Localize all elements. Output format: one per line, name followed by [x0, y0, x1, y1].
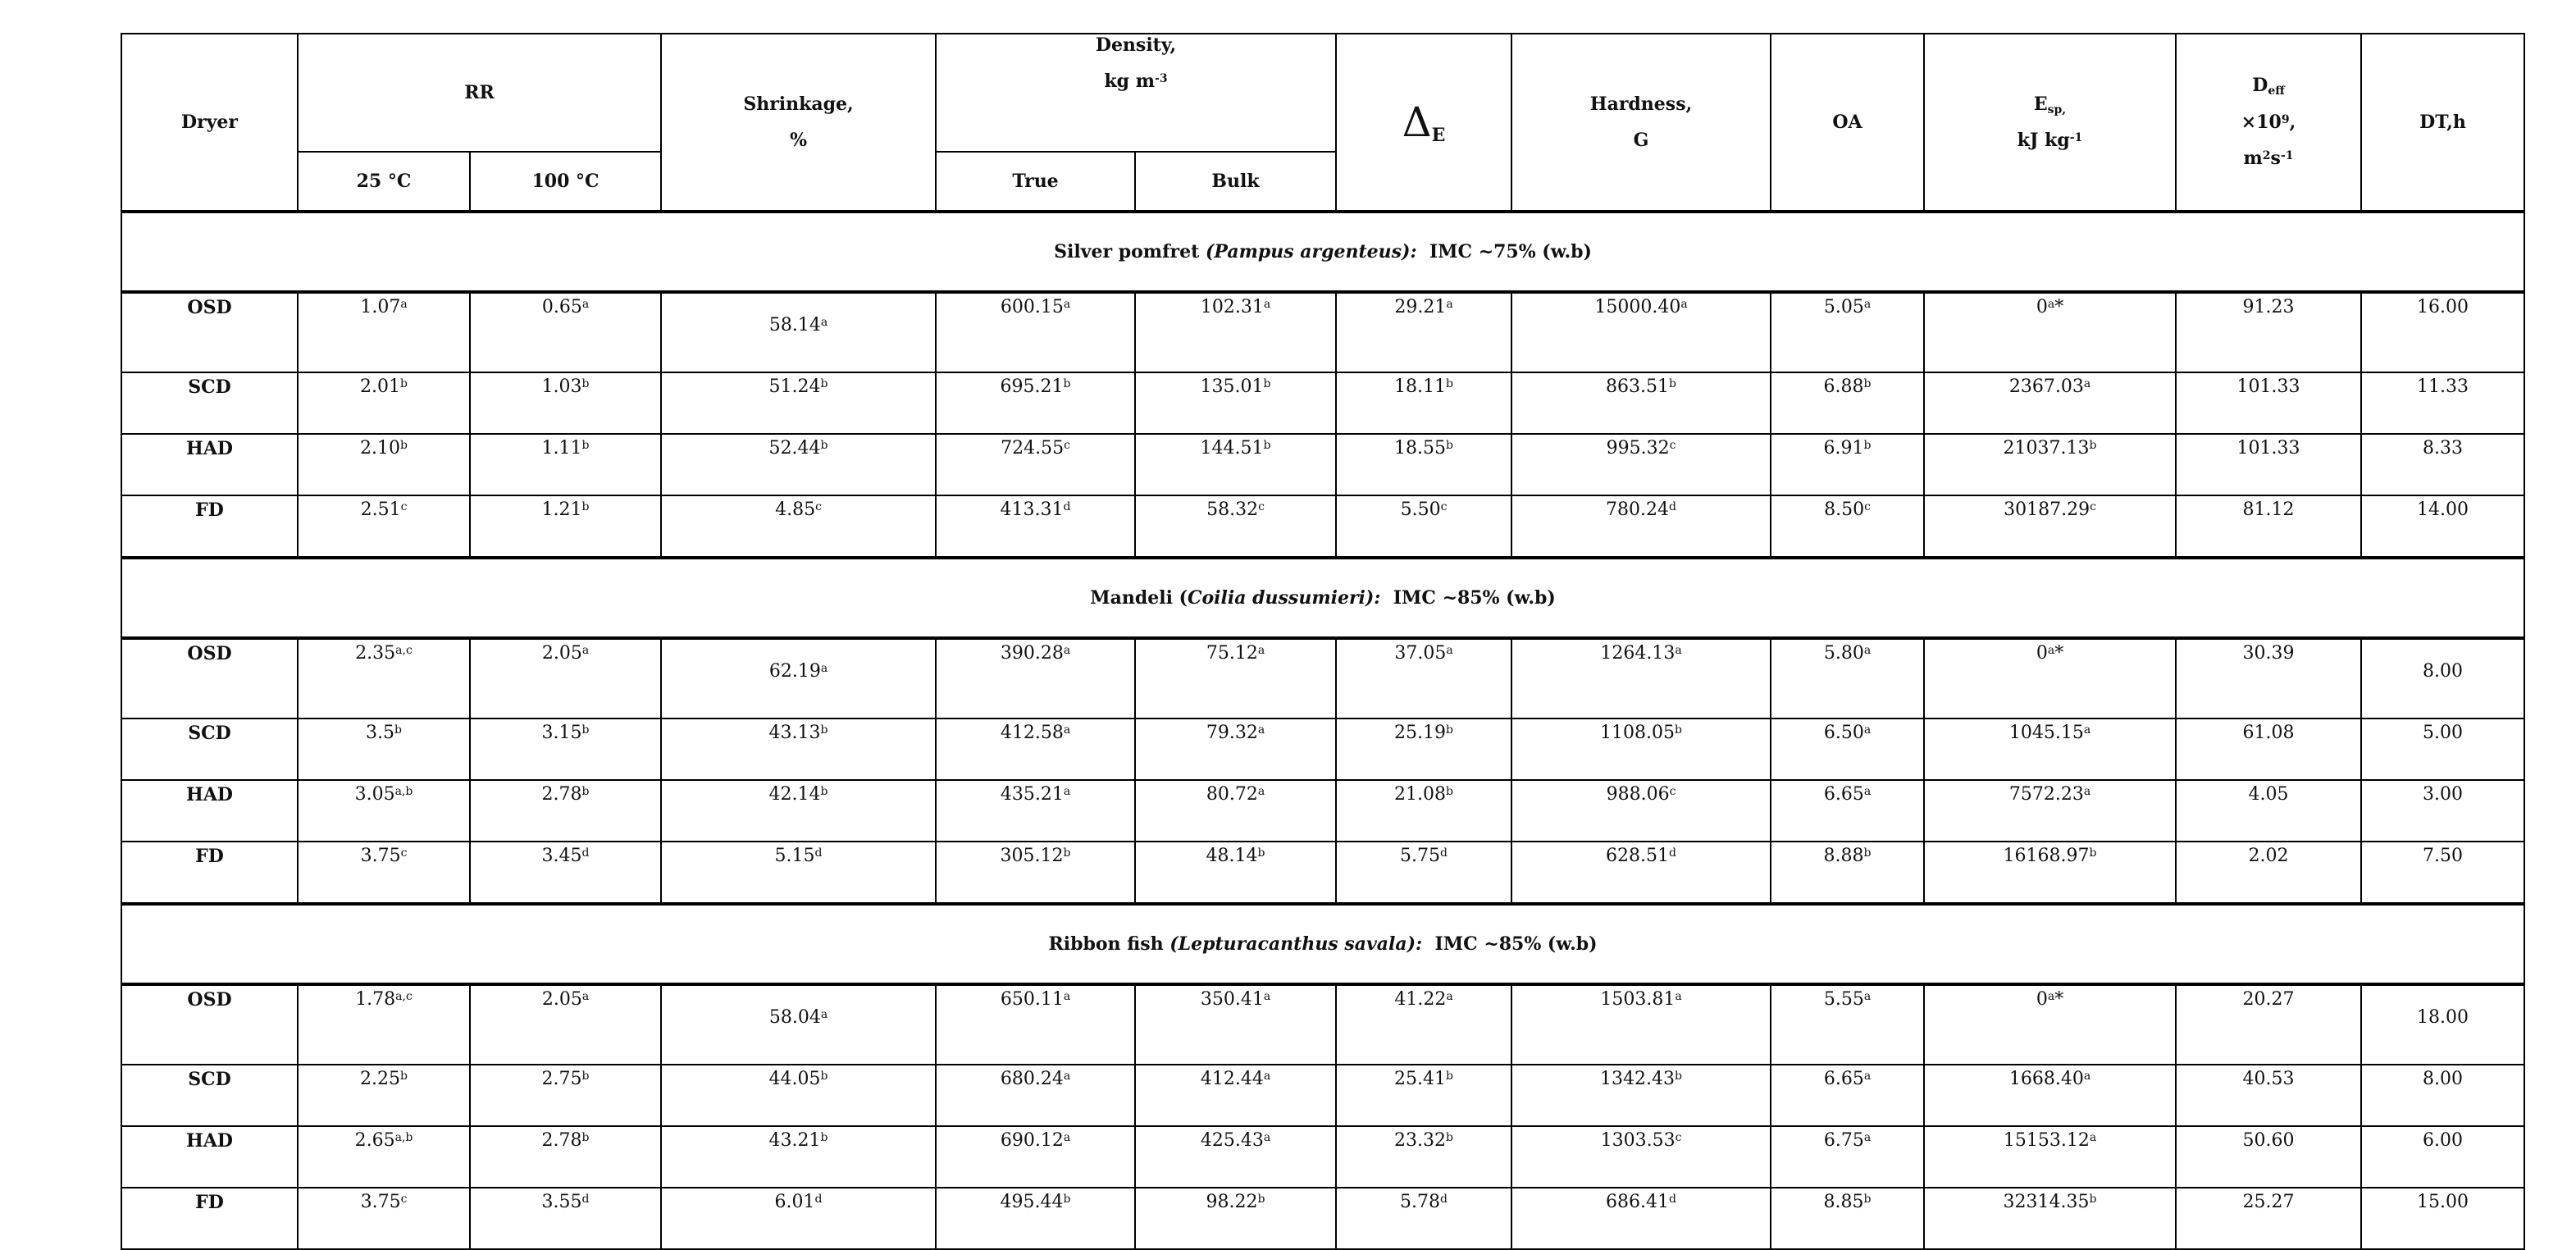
cell-rr-100: 2.75$^b$: [470, 1065, 661, 1126]
cell-deff: 50.60: [2176, 1126, 2361, 1188]
header-delta-e: ΔE: [1336, 34, 1511, 212]
cell-oa: 5.55$^a$: [1771, 984, 1924, 1065]
cell-hardness: 995.32$^c$: [1511, 434, 1771, 495]
cell-shrinkage: 5.15$^d$: [661, 842, 936, 904]
cell-rr-25: 2.35$^{a,c}$: [298, 638, 470, 719]
cell-delta-e: 5.78$^d$: [1336, 1188, 1511, 1249]
cell-rr-100: 2.78$^b$: [470, 780, 661, 842]
cell-deff: 101.33: [2176, 372, 2361, 434]
cell-density-bulk: 425.43$^a$: [1135, 1126, 1336, 1188]
cell-density-true: 695.21$^b$: [936, 372, 1135, 434]
cell-shrinkage: 62.19$^a$: [661, 638, 936, 719]
cell-dt: 14.00: [2361, 495, 2524, 558]
cell-dt: 7.50: [2361, 842, 2524, 904]
header-rr: RR: [298, 34, 661, 152]
header-oa: OA: [1771, 34, 1924, 212]
cell-oa: 5.80$^a$: [1771, 638, 1924, 719]
cell-oa: 5.05$^a$: [1771, 292, 1924, 372]
cell-esp: 2367.03$^a$: [1924, 372, 2176, 434]
cell-oa: 6.88$^b$: [1771, 372, 1924, 434]
cell-hardness: 1303.53$^c$: [1511, 1126, 1771, 1188]
cell-hardness: 15000.40$^a$: [1511, 292, 1771, 372]
cell-shrinkage: 52.44$^b$: [661, 434, 936, 495]
cell-shrinkage: 51.24$^b$: [661, 372, 936, 434]
section-title: Mandeli (Coilia dussumieri): IMC ~85% (w.b): [121, 558, 2524, 638]
cell-delta-e: 5.50$^c$: [1336, 495, 1511, 558]
cell-oa: 8.88$^b$: [1771, 842, 1924, 904]
cell-hardness: 780.24$^d$: [1511, 495, 1771, 558]
table-row: [121, 780, 2524, 842]
cell-density-bulk: 80.72$^a$: [1135, 780, 1336, 842]
cell-delta-e: 21.08$^b$: [1336, 780, 1511, 842]
cell-rr-25: 3.75$^c$: [298, 1188, 470, 1249]
cell-rr-100: 1.21$^b$: [470, 495, 661, 558]
cell-deff: 20.27: [2176, 984, 2361, 1065]
cell-rr-100: 1.11$^b$: [470, 434, 661, 495]
cell-delta-e: 37.05$^a$: [1336, 638, 1511, 719]
cell-rr-100: 2.05$^a$: [470, 638, 661, 719]
cell-density-true: 600.15$^a$: [936, 292, 1135, 372]
cell-esp: 7572.23$^a$: [1924, 780, 2176, 842]
header-density: Density, kg $m^{-3}$: [936, 34, 1336, 152]
header-hardness: Hardness, G: [1511, 34, 1771, 212]
cell-rr-100: 3.55$^d$: [470, 1188, 661, 1249]
header-shrinkage: Shrinkage, %: [661, 34, 936, 212]
cell-density-bulk: 58.32$^c$: [1135, 495, 1336, 558]
cell-dt: 5.00: [2361, 719, 2524, 780]
cell-rr-25: 2.10$^b$: [298, 434, 470, 495]
cell-delta-e: 25.19$^b$: [1336, 719, 1511, 780]
cell-density-true: 412.58$^a$: [936, 719, 1135, 780]
cell-delta-e: 25.41$^b$: [1336, 1065, 1511, 1126]
cell-deff: 2.02: [2176, 842, 2361, 904]
cell-density-true: 495.44$^b$: [936, 1188, 1135, 1249]
cell-deff: 30.39: [2176, 638, 2361, 719]
table-row: [121, 292, 2524, 372]
cell-rr-100: 1.03$^b$: [470, 372, 661, 434]
table-row: [121, 842, 2524, 904]
cell-rr-25: 1.78$^{a,c}$: [298, 984, 470, 1065]
cell-rr-25: 2.65$^{a,b}$: [298, 1126, 470, 1188]
cell-deff: 25.27: [2176, 1188, 2361, 1249]
cell-density-true: 724.55$^c$: [936, 434, 1135, 495]
cell-dryer: HAD: [121, 1126, 298, 1188]
cell-rr-25: 3.5$^b$: [298, 719, 470, 780]
cell-esp: 0$^a$*: [1924, 292, 2176, 372]
cell-esp: 0$^a$*: [1924, 638, 2176, 719]
table-row: [121, 1126, 2524, 1188]
cell-oa: 8.50$^c$: [1771, 495, 1924, 558]
cell-hardness: 1342.43$^b$: [1511, 1065, 1771, 1126]
drying-results-table: [121, 33, 2525, 1250]
cell-deff: 40.53: [2176, 1065, 2361, 1126]
cell-dryer: OSD: [121, 638, 298, 719]
cell-deff: 101.33: [2176, 434, 2361, 495]
cell-density-true: 435.21$^a$: [936, 780, 1135, 842]
cell-delta-e: 18.55$^b$: [1336, 434, 1511, 495]
header-deff: $D_{eff}$ $\times 10^9$, $m^2s^{-1}$: [2176, 34, 2361, 212]
table-row: [121, 719, 2524, 780]
cell-shrinkage: 58.04$^a$: [661, 984, 936, 1065]
cell-deff: 61.08: [2176, 719, 2361, 780]
cell-hardness: 628.51$^d$: [1511, 842, 1771, 904]
cell-rr-25: 1.07$^a$: [298, 292, 470, 372]
section-title: Silver pomfret (Pampus argenteus): IMC ~75% (w.b): [121, 212, 2524, 292]
cell-density-bulk: 144.51$^b$: [1135, 434, 1336, 495]
cell-hardness: 988.06$^c$: [1511, 780, 1771, 842]
cell-esp: 30187.29$^c$: [1924, 495, 2176, 558]
cell-dt: 18.00: [2361, 984, 2524, 1065]
cell-oa: 6.91$^b$: [1771, 434, 1924, 495]
header-density-bulk: Bulk: [1135, 152, 1336, 212]
cell-delta-e: 29.21$^a$: [1336, 292, 1511, 372]
cell-dt: 8.00: [2361, 1065, 2524, 1126]
cell-dryer: FD: [121, 495, 298, 558]
cell-density-true: 413.31$^d$: [936, 495, 1135, 558]
header-rr-100: 100 °C: [470, 152, 661, 212]
cell-oa: 6.75$^a$: [1771, 1126, 1924, 1188]
cell-dryer: HAD: [121, 780, 298, 842]
cell-oa: 6.65$^a$: [1771, 780, 1924, 842]
cell-rr-25: 3.05$^{a,b}$: [298, 780, 470, 842]
header-dt: DT,h: [2361, 34, 2524, 212]
cell-deff: 81.12: [2176, 495, 2361, 558]
cell-rr-100: 0.65$^a$: [470, 292, 661, 372]
cell-dryer: OSD: [121, 984, 298, 1065]
cell-rr-25: 2.51$^c$: [298, 495, 470, 558]
section-header: [121, 558, 2524, 638]
cell-rr-100: 3.45$^d$: [470, 842, 661, 904]
cell-dryer: FD: [121, 842, 298, 904]
cell-density-bulk: 350.41$^a$: [1135, 984, 1336, 1065]
delta-symbol: Δ: [1402, 98, 1432, 146]
cell-density-bulk: 412.44$^a$: [1135, 1065, 1336, 1126]
cell-dt: 6.00: [2361, 1126, 2524, 1188]
cell-dt: 15.00: [2361, 1188, 2524, 1249]
table-row: [121, 984, 2524, 1065]
cell-shrinkage: 43.21$^b$: [661, 1126, 936, 1188]
cell-esp: 1668.40$^a$: [1924, 1065, 2176, 1126]
table-row: [121, 372, 2524, 434]
cell-shrinkage: 58.14$^a$: [661, 292, 936, 372]
cell-rr-100: 3.15$^b$: [470, 719, 661, 780]
cell-esp: 15153.12$^a$: [1924, 1126, 2176, 1188]
cell-shrinkage: 6.01$^d$: [661, 1188, 936, 1249]
cell-dryer: HAD: [121, 434, 298, 495]
cell-density-true: 680.24$^a$: [936, 1065, 1135, 1126]
table-row: [121, 434, 2524, 495]
cell-density-true: 305.12$^b$: [936, 842, 1135, 904]
table-row: [121, 495, 2524, 558]
cell-density-true: 650.11$^a$: [936, 984, 1135, 1065]
cell-hardness: 1264.13$^a$: [1511, 638, 1771, 719]
cell-density-bulk: 75.12$^a$: [1135, 638, 1336, 719]
section-header: [121, 212, 2524, 292]
cell-dt: 8.00: [2361, 638, 2524, 719]
cell-rr-25: 3.75$^c$: [298, 842, 470, 904]
cell-oa: 6.50$^a$: [1771, 719, 1924, 780]
cell-esp: 32314.35$^b$: [1924, 1188, 2176, 1249]
cell-shrinkage: 42.14$^b$: [661, 780, 936, 842]
table-row: [121, 638, 2524, 719]
cell-density-true: 690.12$^a$: [936, 1126, 1135, 1188]
cell-dt: 3.00: [2361, 780, 2524, 842]
cell-delta-e: 5.75$^d$: [1336, 842, 1511, 904]
section-title: Ribbon fish (Lepturacanthus savala): IMC ~85% (w.b): [121, 904, 2524, 984]
cell-esp: 0$^a$*: [1924, 984, 2176, 1065]
cell-esp: 1045.15$^a$: [1924, 719, 2176, 780]
cell-shrinkage: 4.85$^c$: [661, 495, 936, 558]
cell-hardness: 686.41$^d$: [1511, 1188, 1771, 1249]
cell-dryer: SCD: [121, 719, 298, 780]
header-dryer: Dryer: [121, 34, 298, 212]
cell-rr-100: 2.05$^a$: [470, 984, 661, 1065]
cell-delta-e: 18.11$^b$: [1336, 372, 1511, 434]
header-density-true: True: [936, 152, 1135, 212]
cell-dryer: OSD: [121, 292, 298, 372]
cell-hardness: 1503.81$^a$: [1511, 984, 1771, 1065]
cell-esp: 21037.13$^b$: [1924, 434, 2176, 495]
cell-density-bulk: 98.22$^b$: [1135, 1188, 1336, 1249]
cell-density-bulk: 135.01$^b$: [1135, 372, 1336, 434]
cell-deff: 4.05: [2176, 780, 2361, 842]
header-esp: $E_{sp,}$ kJ $kg^{-1}$: [1924, 34, 2176, 212]
cell-dt: 16.00: [2361, 292, 2524, 372]
cell-dryer: FD: [121, 1188, 298, 1249]
cell-shrinkage: 44.05$^b$: [661, 1065, 936, 1126]
cell-esp: 16168.97$^b$: [1924, 842, 2176, 904]
cell-dryer: SCD: [121, 1065, 298, 1126]
cell-deff: 91.23: [2176, 292, 2361, 372]
cell-density-bulk: 102.31$^a$: [1135, 292, 1336, 372]
table-row: [121, 1065, 2524, 1126]
cell-hardness: 1108.05$^b$: [1511, 719, 1771, 780]
cell-delta-e: 23.32$^b$: [1336, 1126, 1511, 1188]
table-row: [121, 1188, 2524, 1249]
cell-dt: 8.33: [2361, 434, 2524, 495]
cell-density-bulk: 79.32$^a$: [1135, 719, 1336, 780]
cell-rr-25: 2.01$^b$: [298, 372, 470, 434]
cell-oa: 8.85$^b$: [1771, 1188, 1924, 1249]
cell-dryer: SCD: [121, 372, 298, 434]
cell-dt: 11.33: [2361, 372, 2524, 434]
cell-rr-100: 2.78$^b$: [470, 1126, 661, 1188]
header-rr-25: 25 °C: [298, 152, 470, 212]
section-header: [121, 904, 2524, 984]
cell-hardness: 863.51$^b$: [1511, 372, 1771, 434]
cell-shrinkage: 43.13$^b$: [661, 719, 936, 780]
cell-delta-e: 41.22$^a$: [1336, 984, 1511, 1065]
cell-rr-25: 2.25$^b$: [298, 1065, 470, 1126]
cell-density-true: 390.28$^a$: [936, 638, 1135, 719]
cell-density-bulk: 48.14$^b$: [1135, 842, 1336, 904]
cell-oa: 6.65$^a$: [1771, 1065, 1924, 1126]
